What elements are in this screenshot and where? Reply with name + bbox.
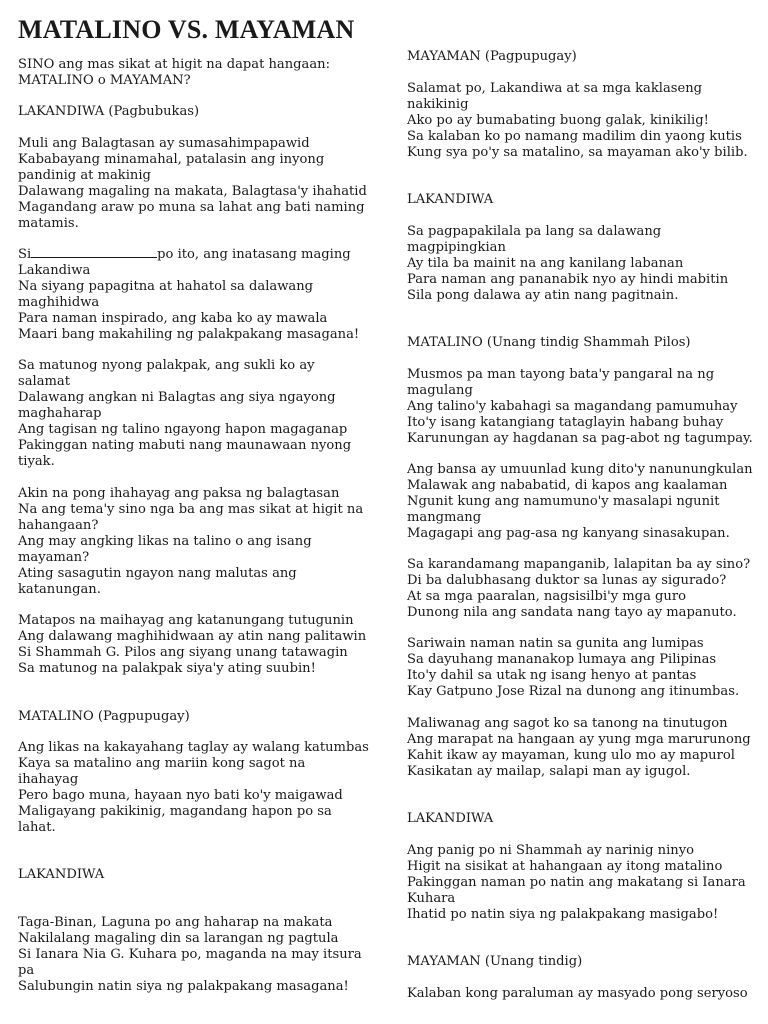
text-line: Ang likas na kakayahang taglay ay walang katumbas [18, 740, 369, 755]
text-line: Ang panig po ni Shammah ay narinig ninyo [407, 843, 694, 858]
text-line: Ihatid po natin siya ng palakpakang masigabo! [407, 907, 719, 922]
text-line: Ating sasagutin ngayon nang malutas ang [18, 566, 297, 581]
text-line: katanungan. [18, 582, 101, 597]
text-line: Sa dayuhang mananakop lumaya ang Pilipinas [407, 652, 717, 667]
text-line: Di ba dalubhasang duktor sa lunas ay sigurado? [407, 573, 727, 588]
text-line: Muli ang Balagtasan ay sumasahimpapawid [18, 136, 310, 151]
text-line: Ang tagisan ng talino ngayong hapon magaganap [18, 422, 348, 437]
text-line: Sa matunog nyong palakpak, ang sukli ko ay [18, 358, 315, 373]
text-line: Ang dalawang maghihidwaan ay atin nang palitawin [18, 629, 367, 644]
text-line: Magagapi ang pag-asa ng kanyang sinasakupan. [407, 526, 730, 541]
text-line: Kalaban kong paraluman ay masyado pong seryoso [407, 986, 748, 1001]
text-line: ihahayag [18, 772, 79, 787]
text-line: Dalawang angkan ni Balagtas ang siya ngayong [18, 390, 336, 405]
text-line: Maari bang makahiling ng palakpakang masagana! [18, 327, 360, 342]
text-line: Sa kalaban ko po namang madilim din yaong kutis [407, 129, 742, 144]
text-line: mangmang [407, 510, 482, 525]
text-line: Pero bago muna, hayaan nyo bati ko'y maigawad [18, 788, 343, 803]
text-line: pandinig at makinig [18, 168, 151, 183]
text-line: salamat [18, 374, 71, 389]
text-line: Sa matunog na palakpak siya'y ating suubin! [18, 661, 316, 676]
text-line: Akin na pong ihahayag ang paksa ng balagtasan [18, 486, 340, 501]
text-line: Si Ianara Nia G. Kuhara po, maganda na may itsura [18, 947, 362, 962]
text-line: magulang [407, 383, 473, 398]
text-line: MATALINO o MAYAMAN? [18, 73, 191, 88]
text-line: Salubungin natin siya ng palakpakang masagana! [18, 979, 349, 994]
text-line: Malawak ang nababatid, di kapos ang kaalaman [407, 478, 728, 493]
text-line: Sariwain naman natin sa gunita ang lumipas [407, 636, 704, 651]
text-line: Dalawang magaling na makata, Balagtasa'y ihahatid [18, 184, 367, 199]
text-line: Ang may angking likas na talino o ang isang [18, 534, 312, 549]
text-line: Ay tila ba mainit na ang kanilang labanan [407, 256, 684, 271]
speaker-heading: MAYAMAN (Unang tindig) [407, 954, 583, 969]
text-line: pa [18, 963, 35, 978]
text-line: Si Shammah G. Pilos ang siyang unang tatawagin [18, 645, 348, 660]
speaker-heading: LAKANDIWA (Pagbubukas) [18, 104, 200, 119]
text-line: Higit na sisikat at hahangaan ay itong matalino [407, 859, 723, 874]
text-line: Sila pong dalawa ay atin nang pagitnain. [407, 288, 679, 303]
text-line: Ang bansa ay umuunlad kung dito'y nanunungkulan [407, 462, 753, 477]
text-line: Kung sya po'y sa matalino, sa mayaman ako'y bilib. [407, 145, 748, 160]
text-line: Kaya sa matalino ang mariin kong sagot na [18, 756, 306, 771]
text-line: Ang talino'y kabahagi sa magandang pamumuhay [407, 399, 738, 414]
speaker-heading: LAKANDIWA [407, 192, 494, 207]
text-line: Ang marapat na hangaan ay yung mga marurunong [407, 732, 751, 747]
text-line: lahat. [18, 820, 56, 835]
text-line: Taga-Binan, Laguna po ang haharap na makata [18, 915, 333, 930]
text-line: mayaman? [18, 550, 90, 565]
document-title: MATALINO VS. MAYAMAN [18, 15, 355, 44]
text-line: SINO ang mas sikat at higit na dapat hangaan: [18, 57, 331, 72]
speaker-heading: MAYAMAN (Pagpupugay) [407, 49, 577, 64]
text-line: Kay Gatpuno Jose Rizal na dunong ang itinumbas. [407, 684, 740, 699]
text-line: magpipingkian [407, 240, 506, 255]
text-line: Karunungan ay hagdanan sa pag-abot ng tagumpay. [407, 431, 753, 446]
text-line: Lakandiwa [18, 263, 91, 278]
text-line: Pakinggan naman po natin ang makatang si Ianara [407, 875, 746, 890]
text-line: Dunong nila ang sandata nang tayo ay mapanuto. [407, 605, 737, 620]
text-line: Magandang araw po muna sa lahat ang bati naming [18, 200, 365, 215]
text-line: Na ang tema'y sino nga ba ang mas sikat at higit na [18, 502, 364, 517]
text-line: At sa mga paaralan, nagsisilbi'y mga guro [407, 589, 686, 604]
text-line: Para naman inspirado, ang kaba ko ay mawala [18, 311, 328, 326]
speaker-heading: MATALINO (Pagpupugay) [18, 709, 190, 724]
text-line: Kasikatan ay mailap, salapi man ay igugol. [407, 764, 691, 779]
text-line: Maligayang pakikinig, magandang hapon po sa [18, 804, 332, 819]
text-line: Ito'y isang katangiang tataglayin habang buhay [407, 415, 724, 430]
speaker-heading: MATALINO (Unang tindig Shammah Pilos) [407, 335, 691, 350]
text-line: Pakinggan nating mabuti nang maunawaan nyong [18, 438, 352, 453]
text-line: Salamat po, Lakandiwa at sa mga kaklaseng [407, 81, 703, 96]
text-line: nakikinig [407, 97, 469, 112]
name-blank [31, 247, 157, 258]
text-line: maghihidwa [18, 295, 100, 310]
text-fragment: Si [18, 247, 32, 262]
text-line: matamis. [18, 216, 79, 231]
text-line: Maliwanag ang sagot ko sa tanong na tinutugon [407, 716, 728, 731]
text-line: Kababayang minamahal, patalasin ang inyong [18, 152, 325, 167]
text-line: Nakilalang magaling din sa larangan ng pagtula [18, 931, 339, 946]
text-line: Ngunit kung ang namumuno'y masalapi ngunit [407, 494, 720, 509]
text-line: Sa karandamang mapanganib, lalapitan ba ay sino? [407, 557, 751, 572]
text-line: Ako po ay bumabating buong galak, kinikilig! [407, 113, 709, 128]
speaker-heading: LAKANDIWA [407, 811, 494, 826]
text-line: Na siyang papagitna at hahatol sa dalawang [18, 279, 314, 294]
text-line: Sa pagpapakilala pa lang sa dalawang [407, 224, 662, 239]
text-line: Musmos pa man tayong bata'y pangaral na ng [407, 367, 715, 382]
speaker-heading: LAKANDIWA [18, 867, 105, 882]
text-line: Ito'y dahil sa utak ng isang henyo at pantas [407, 668, 697, 683]
text-line: Kuhara [407, 891, 456, 906]
text-line: Para naman ang pananabik nyo ay hindi mabitin [407, 272, 729, 287]
text-line: maghaharap [18, 406, 102, 421]
text-line: hahangaan? [18, 518, 99, 533]
text-fragment: po ito, ang inatasang maging [157, 247, 351, 262]
text-line: Matapos na maihayag ang katanungang tutugunin [18, 613, 354, 628]
text-line: tiyak. [18, 454, 55, 469]
text-line: Kahit ikaw ay mayaman, kung ulo mo ay mapurol [407, 748, 735, 763]
text-line [18, 247, 351, 263]
